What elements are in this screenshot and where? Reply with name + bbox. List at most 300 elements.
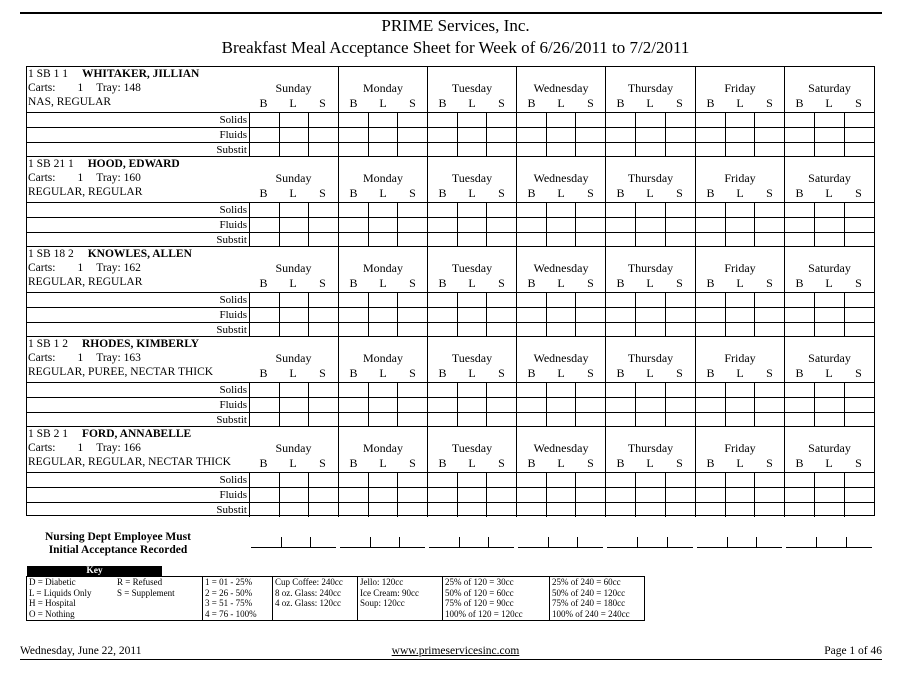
intake-cell[interactable]	[814, 233, 815, 247]
intake-cell[interactable]	[486, 488, 487, 502]
intake-cell[interactable]	[814, 398, 815, 412]
intake-cell[interactable]	[368, 233, 369, 247]
intake-cell[interactable]	[338, 203, 339, 217]
intake-cell[interactable]	[308, 503, 309, 517]
intake-cell[interactable]	[249, 503, 250, 517]
intake-cell[interactable]	[814, 113, 815, 127]
intake-cell[interactable]	[814, 143, 815, 157]
intake-cell[interactable]	[844, 323, 845, 337]
intake-cell[interactable]	[279, 203, 280, 217]
intake-cell[interactable]	[605, 233, 606, 247]
intake-cell[interactable]	[784, 473, 785, 487]
intake-cell[interactable]	[754, 323, 755, 337]
intake-cell[interactable]	[725, 203, 726, 217]
intake-cell[interactable]	[605, 398, 606, 412]
intake-cell[interactable]	[635, 413, 636, 427]
intake-cell[interactable]	[457, 203, 458, 217]
intake-cell[interactable]	[575, 233, 576, 247]
initial-line[interactable]	[697, 547, 782, 548]
intake-cell[interactable]	[784, 113, 785, 127]
intake-cell[interactable]	[635, 398, 636, 412]
intake-cell[interactable]	[308, 398, 309, 412]
intake-cell[interactable]	[754, 218, 755, 232]
intake-cell[interactable]	[695, 488, 696, 502]
intake-cell[interactable]	[457, 113, 458, 127]
intake-cell[interactable]	[486, 293, 487, 307]
intake-cell[interactable]	[279, 383, 280, 397]
intake-cell[interactable]	[308, 323, 309, 337]
intake-cell[interactable]	[427, 143, 428, 157]
intake-cell[interactable]	[575, 323, 576, 337]
intake-cell[interactable]	[516, 323, 517, 337]
intake-cell[interactable]	[784, 218, 785, 232]
intake-cell[interactable]	[665, 233, 666, 247]
intake-cell[interactable]	[844, 383, 845, 397]
intake-cell[interactable]	[279, 503, 280, 517]
intake-cell[interactable]	[814, 503, 815, 517]
intake-cell[interactable]	[754, 128, 755, 142]
intake-cell[interactable]	[725, 503, 726, 517]
intake-cell[interactable]	[486, 233, 487, 247]
intake-cell[interactable]	[665, 128, 666, 142]
intake-cell[interactable]	[486, 218, 487, 232]
intake-cell[interactable]	[665, 473, 666, 487]
intake-cell[interactable]	[575, 383, 576, 397]
intake-cell[interactable]	[814, 308, 815, 322]
intake-cell[interactable]	[427, 203, 428, 217]
intake-cell[interactable]	[635, 293, 636, 307]
intake-cell[interactable]	[754, 293, 755, 307]
intake-cell[interactable]	[665, 293, 666, 307]
intake-cell[interactable]	[249, 398, 250, 412]
intake-cell[interactable]	[725, 323, 726, 337]
intake-cell[interactable]	[249, 308, 250, 322]
initial-line[interactable]	[786, 547, 872, 548]
intake-cell[interactable]	[457, 233, 458, 247]
intake-cell[interactable]	[605, 488, 606, 502]
intake-cell[interactable]	[605, 128, 606, 142]
intake-cell[interactable]	[814, 323, 815, 337]
intake-cell[interactable]	[725, 383, 726, 397]
intake-cell[interactable]	[605, 293, 606, 307]
intake-cell[interactable]	[605, 473, 606, 487]
intake-cell[interactable]	[486, 143, 487, 157]
intake-cell[interactable]	[635, 323, 636, 337]
intake-cell[interactable]	[279, 308, 280, 322]
intake-cell[interactable]	[457, 473, 458, 487]
intake-cell[interactable]	[368, 323, 369, 337]
intake-cell[interactable]	[279, 113, 280, 127]
intake-cell[interactable]	[575, 503, 576, 517]
intake-cell[interactable]	[725, 308, 726, 322]
intake-cell[interactable]	[665, 398, 666, 412]
intake-cell[interactable]	[546, 323, 547, 337]
intake-cell[interactable]	[725, 488, 726, 502]
intake-cell[interactable]	[814, 218, 815, 232]
intake-cell[interactable]	[516, 293, 517, 307]
intake-cell[interactable]	[427, 233, 428, 247]
intake-cell[interactable]	[397, 473, 398, 487]
intake-cell[interactable]	[338, 308, 339, 322]
intake-cell[interactable]	[546, 293, 547, 307]
intake-cell[interactable]	[725, 398, 726, 412]
intake-cell[interactable]	[279, 398, 280, 412]
intake-cell[interactable]	[308, 128, 309, 142]
intake-cell[interactable]	[338, 218, 339, 232]
footer-url[interactable]: www.primeservicesinc.com	[391, 645, 520, 657]
initial-line[interactable]	[340, 547, 425, 548]
intake-cell[interactable]	[516, 233, 517, 247]
intake-cell[interactable]	[368, 293, 369, 307]
intake-cell[interactable]	[427, 488, 428, 502]
intake-cell[interactable]	[397, 293, 398, 307]
intake-cell[interactable]	[605, 323, 606, 337]
intake-cell[interactable]	[665, 203, 666, 217]
intake-cell[interactable]	[516, 143, 517, 157]
intake-cell[interactable]	[427, 113, 428, 127]
intake-cell[interactable]	[575, 113, 576, 127]
intake-cell[interactable]	[695, 203, 696, 217]
intake-cell[interactable]	[754, 233, 755, 247]
intake-cell[interactable]	[546, 308, 547, 322]
intake-cell[interactable]	[635, 143, 636, 157]
intake-cell[interactable]	[814, 473, 815, 487]
intake-cell[interactable]	[249, 413, 250, 427]
initial-line[interactable]	[251, 547, 336, 548]
intake-cell[interactable]	[844, 293, 845, 307]
intake-cell[interactable]	[516, 488, 517, 502]
intake-cell[interactable]	[457, 488, 458, 502]
intake-cell[interactable]	[486, 308, 487, 322]
intake-cell[interactable]	[844, 203, 845, 217]
intake-cell[interactable]	[486, 503, 487, 517]
intake-cell[interactable]	[695, 218, 696, 232]
intake-cell[interactable]	[695, 128, 696, 142]
intake-cell[interactable]	[516, 473, 517, 487]
intake-cell[interactable]	[308, 143, 309, 157]
intake-cell[interactable]	[605, 308, 606, 322]
intake-cell[interactable]	[368, 218, 369, 232]
intake-cell[interactable]	[249, 233, 250, 247]
intake-cell[interactable]	[279, 128, 280, 142]
intake-cell[interactable]	[308, 488, 309, 502]
intake-cell[interactable]	[725, 113, 726, 127]
intake-cell[interactable]	[665, 323, 666, 337]
intake-cell[interactable]	[546, 413, 547, 427]
intake-cell[interactable]	[308, 413, 309, 427]
intake-cell[interactable]	[635, 488, 636, 502]
intake-cell[interactable]	[605, 203, 606, 217]
intake-cell[interactable]	[754, 503, 755, 517]
intake-cell[interactable]	[368, 488, 369, 502]
intake-cell[interactable]	[725, 233, 726, 247]
intake-cell[interactable]	[486, 398, 487, 412]
intake-cell[interactable]	[427, 383, 428, 397]
intake-cell[interactable]	[754, 143, 755, 157]
intake-cell[interactable]	[368, 203, 369, 217]
intake-cell[interactable]	[249, 323, 250, 337]
intake-cell[interactable]	[665, 383, 666, 397]
intake-cell[interactable]	[695, 473, 696, 487]
intake-cell[interactable]	[338, 398, 339, 412]
intake-cell[interactable]	[546, 113, 547, 127]
intake-cell[interactable]	[635, 383, 636, 397]
intake-cell[interactable]	[754, 113, 755, 127]
intake-cell[interactable]	[249, 293, 250, 307]
intake-cell[interactable]	[457, 308, 458, 322]
intake-cell[interactable]	[635, 128, 636, 142]
intake-cell[interactable]	[516, 203, 517, 217]
intake-cell[interactable]	[725, 293, 726, 307]
intake-cell[interactable]	[397, 398, 398, 412]
intake-cell[interactable]	[754, 488, 755, 502]
intake-cell[interactable]	[427, 413, 428, 427]
intake-cell[interactable]	[665, 503, 666, 517]
intake-cell[interactable]	[457, 503, 458, 517]
intake-cell[interactable]	[397, 383, 398, 397]
intake-cell[interactable]	[546, 473, 547, 487]
intake-cell[interactable]	[427, 323, 428, 337]
intake-cell[interactable]	[575, 218, 576, 232]
initial-line[interactable]	[607, 547, 693, 548]
intake-cell[interactable]	[635, 113, 636, 127]
intake-cell[interactable]	[844, 218, 845, 232]
intake-cell[interactable]	[516, 503, 517, 517]
intake-cell[interactable]	[279, 323, 280, 337]
intake-cell[interactable]	[486, 128, 487, 142]
intake-cell[interactable]	[784, 233, 785, 247]
intake-cell[interactable]	[725, 413, 726, 427]
intake-cell[interactable]	[308, 113, 309, 127]
intake-cell[interactable]	[486, 323, 487, 337]
intake-cell[interactable]	[457, 218, 458, 232]
intake-cell[interactable]	[546, 398, 547, 412]
intake-cell[interactable]	[814, 413, 815, 427]
intake-cell[interactable]	[725, 218, 726, 232]
intake-cell[interactable]	[457, 413, 458, 427]
intake-cell[interactable]	[725, 143, 726, 157]
intake-cell[interactable]	[397, 413, 398, 427]
intake-cell[interactable]	[516, 218, 517, 232]
intake-cell[interactable]	[635, 503, 636, 517]
intake-cell[interactable]	[814, 128, 815, 142]
intake-cell[interactable]	[368, 383, 369, 397]
intake-cell[interactable]	[279, 473, 280, 487]
intake-cell[interactable]	[279, 413, 280, 427]
intake-cell[interactable]	[516, 113, 517, 127]
intake-cell[interactable]	[814, 488, 815, 502]
intake-cell[interactable]	[695, 233, 696, 247]
intake-cell[interactable]	[397, 323, 398, 337]
intake-cell[interactable]	[338, 473, 339, 487]
intake-cell[interactable]	[754, 473, 755, 487]
intake-cell[interactable]	[516, 398, 517, 412]
intake-cell[interactable]	[665, 143, 666, 157]
intake-cell[interactable]	[397, 143, 398, 157]
intake-cell[interactable]	[457, 143, 458, 157]
intake-cell[interactable]	[784, 398, 785, 412]
intake-cell[interactable]	[427, 218, 428, 232]
intake-cell[interactable]	[516, 383, 517, 397]
intake-cell[interactable]	[279, 218, 280, 232]
intake-cell[interactable]	[695, 323, 696, 337]
intake-cell[interactable]	[338, 503, 339, 517]
intake-cell[interactable]	[308, 218, 309, 232]
intake-cell[interactable]	[486, 203, 487, 217]
intake-cell[interactable]	[368, 503, 369, 517]
initial-line[interactable]	[518, 547, 603, 548]
intake-cell[interactable]	[546, 488, 547, 502]
intake-cell[interactable]	[635, 473, 636, 487]
intake-cell[interactable]	[308, 203, 309, 217]
intake-cell[interactable]	[546, 143, 547, 157]
intake-cell[interactable]	[575, 398, 576, 412]
intake-cell[interactable]	[338, 323, 339, 337]
intake-cell[interactable]	[427, 128, 428, 142]
intake-cell[interactable]	[635, 203, 636, 217]
intake-cell[interactable]	[249, 143, 250, 157]
intake-cell[interactable]	[695, 383, 696, 397]
intake-cell[interactable]	[635, 233, 636, 247]
intake-cell[interactable]	[844, 503, 845, 517]
intake-cell[interactable]	[605, 143, 606, 157]
intake-cell[interactable]	[695, 413, 696, 427]
intake-cell[interactable]	[695, 503, 696, 517]
intake-cell[interactable]	[249, 473, 250, 487]
intake-cell[interactable]	[249, 218, 250, 232]
intake-cell[interactable]	[635, 218, 636, 232]
intake-cell[interactable]	[784, 413, 785, 427]
intake-cell[interactable]	[308, 293, 309, 307]
intake-cell[interactable]	[427, 293, 428, 307]
intake-cell[interactable]	[575, 488, 576, 502]
intake-cell[interactable]	[784, 128, 785, 142]
intake-cell[interactable]	[516, 128, 517, 142]
intake-cell[interactable]	[427, 398, 428, 412]
intake-cell[interactable]	[516, 308, 517, 322]
intake-cell[interactable]	[338, 488, 339, 502]
intake-cell[interactable]	[397, 218, 398, 232]
intake-cell[interactable]	[605, 413, 606, 427]
intake-cell[interactable]	[844, 413, 845, 427]
intake-cell[interactable]	[368, 413, 369, 427]
intake-cell[interactable]	[695, 113, 696, 127]
intake-cell[interactable]	[457, 128, 458, 142]
intake-cell[interactable]	[308, 383, 309, 397]
intake-cell[interactable]	[546, 128, 547, 142]
intake-cell[interactable]	[605, 503, 606, 517]
intake-cell[interactable]	[516, 413, 517, 427]
intake-cell[interactable]	[397, 308, 398, 322]
intake-cell[interactable]	[814, 293, 815, 307]
intake-cell[interactable]	[575, 308, 576, 322]
intake-cell[interactable]	[844, 233, 845, 247]
intake-cell[interactable]	[575, 203, 576, 217]
intake-cell[interactable]	[338, 143, 339, 157]
intake-cell[interactable]	[725, 128, 726, 142]
intake-cell[interactable]	[308, 473, 309, 487]
intake-cell[interactable]	[665, 113, 666, 127]
intake-cell[interactable]	[844, 473, 845, 487]
intake-cell[interactable]	[546, 383, 547, 397]
intake-cell[interactable]	[575, 143, 576, 157]
intake-cell[interactable]	[754, 203, 755, 217]
intake-cell[interactable]	[338, 413, 339, 427]
intake-cell[interactable]	[784, 503, 785, 517]
intake-cell[interactable]	[279, 293, 280, 307]
intake-cell[interactable]	[844, 128, 845, 142]
intake-cell[interactable]	[754, 383, 755, 397]
intake-cell[interactable]	[665, 308, 666, 322]
intake-cell[interactable]	[784, 143, 785, 157]
intake-cell[interactable]	[784, 383, 785, 397]
intake-cell[interactable]	[457, 323, 458, 337]
intake-cell[interactable]	[575, 413, 576, 427]
intake-cell[interactable]	[457, 383, 458, 397]
intake-cell[interactable]	[338, 113, 339, 127]
intake-cell[interactable]	[725, 473, 726, 487]
intake-cell[interactable]	[457, 293, 458, 307]
intake-cell[interactable]	[844, 488, 845, 502]
intake-cell[interactable]	[397, 203, 398, 217]
intake-cell[interactable]	[665, 413, 666, 427]
intake-cell[interactable]	[814, 203, 815, 217]
intake-cell[interactable]	[844, 308, 845, 322]
intake-cell[interactable]	[635, 308, 636, 322]
intake-cell[interactable]	[249, 128, 250, 142]
intake-cell[interactable]	[546, 218, 547, 232]
intake-cell[interactable]	[754, 413, 755, 427]
intake-cell[interactable]	[844, 113, 845, 127]
intake-cell[interactable]	[249, 203, 250, 217]
intake-cell[interactable]	[486, 113, 487, 127]
intake-cell[interactable]	[605, 383, 606, 397]
intake-cell[interactable]	[397, 233, 398, 247]
intake-cell[interactable]	[575, 293, 576, 307]
intake-cell[interactable]	[368, 128, 369, 142]
initial-line[interactable]	[429, 547, 514, 548]
intake-cell[interactable]	[546, 203, 547, 217]
intake-cell[interactable]	[308, 233, 309, 247]
intake-cell[interactable]	[844, 398, 845, 412]
intake-cell[interactable]	[784, 203, 785, 217]
intake-cell[interactable]	[368, 308, 369, 322]
intake-cell[interactable]	[368, 398, 369, 412]
intake-cell[interactable]	[546, 233, 547, 247]
intake-cell[interactable]	[279, 233, 280, 247]
intake-cell[interactable]	[368, 113, 369, 127]
intake-cell[interactable]	[665, 218, 666, 232]
intake-cell[interactable]	[427, 473, 428, 487]
intake-cell[interactable]	[397, 488, 398, 502]
intake-cell[interactable]	[249, 113, 250, 127]
intake-cell[interactable]	[368, 473, 369, 487]
intake-cell[interactable]	[784, 308, 785, 322]
intake-cell[interactable]	[695, 308, 696, 322]
intake-cell[interactable]	[249, 383, 250, 397]
intake-cell[interactable]	[754, 398, 755, 412]
intake-cell[interactable]	[814, 383, 815, 397]
intake-cell[interactable]	[308, 308, 309, 322]
intake-cell[interactable]	[397, 503, 398, 517]
intake-cell[interactable]	[844, 143, 845, 157]
intake-cell[interactable]	[605, 113, 606, 127]
intake-cell[interactable]	[338, 293, 339, 307]
intake-cell[interactable]	[427, 503, 428, 517]
intake-cell[interactable]	[486, 383, 487, 397]
intake-cell[interactable]	[427, 308, 428, 322]
intake-cell[interactable]	[754, 308, 755, 322]
